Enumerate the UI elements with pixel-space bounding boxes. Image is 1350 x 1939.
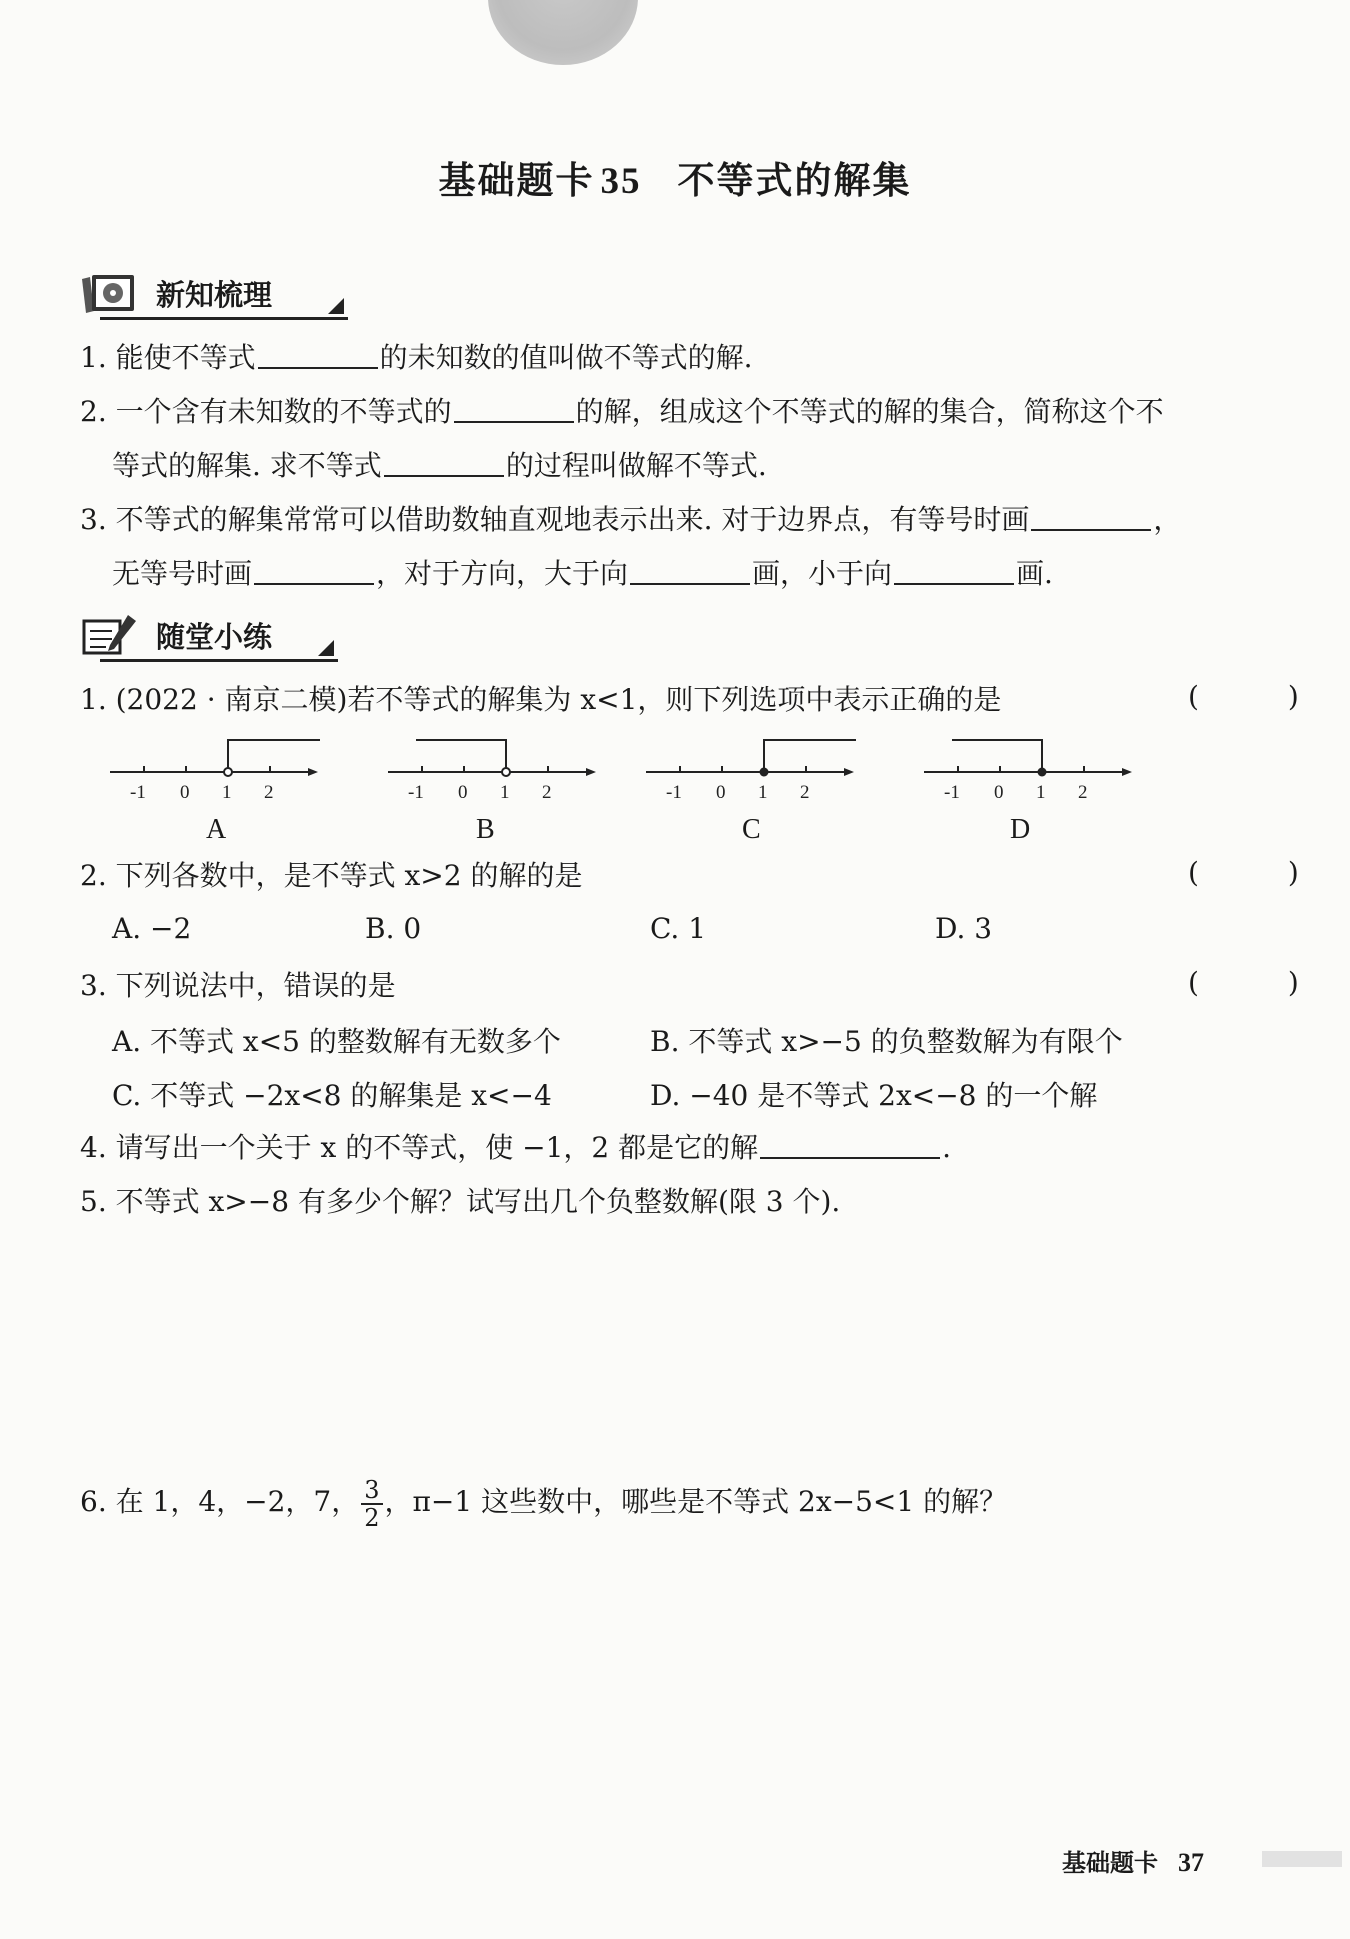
tick-label: 0 <box>994 782 1004 802</box>
knowledge-line-5 <box>112 554 1053 594</box>
knowledge-line-4 <box>80 500 1181 540</box>
number-line-d <box>922 732 1142 802</box>
text: 的解，组成这个不等式的解的集合，简称这个不 <box>575 395 1164 428</box>
section-label-practice: 随堂小练 <box>156 619 273 654</box>
top-decoration <box>488 0 638 65</box>
option-3a[interactable]: A. 不等式 x<5 的整数解有无数多个 <box>112 1025 561 1058</box>
section-triangle <box>318 640 334 656</box>
option-2a[interactable]: A. −2 <box>112 912 192 945</box>
tick-label: 2 <box>542 782 552 802</box>
tick-label: 0 <box>716 782 726 802</box>
fill-blank[interactable] <box>1031 503 1151 531</box>
option-label-d[interactable]: D <box>1010 814 1031 845</box>
section-header-practice <box>80 612 338 658</box>
question-4-text: 4. 请写出一个关于 x 的不等式，使 −1，2 都是它的解 <box>80 1131 759 1164</box>
knowledge-line-3 <box>112 446 767 486</box>
tick-label: 1 <box>758 782 768 802</box>
fill-blank[interactable] <box>384 449 504 477</box>
option-label-a[interactable]: A <box>206 814 227 845</box>
tick-label: 2 <box>1078 782 1088 802</box>
number-line-b <box>386 732 606 802</box>
footer-label: 基础题卡 <box>1062 1849 1158 1877</box>
option-label-b[interactable]: B <box>476 814 495 845</box>
number-line-c <box>644 732 864 802</box>
tick-label: 1 <box>500 782 510 802</box>
option-3c[interactable]: C. 不等式 −2x<8 的解集是 x<−4 <box>112 1079 552 1112</box>
section-header-knowledge <box>80 270 348 316</box>
option-label-c[interactable]: C <box>742 814 761 845</box>
fill-blank[interactable] <box>760 1131 940 1159</box>
text: 3. 不等式的解集常常可以借助数轴直观地表示出来. 对于边界点，有等号时画 <box>80 503 1030 536</box>
tick-label: 1 <box>222 782 232 802</box>
tick-label: -1 <box>944 782 960 802</box>
fill-blank[interactable] <box>630 557 750 585</box>
disc-icon <box>80 271 142 315</box>
title-topic: 不等式的解集 <box>677 158 912 202</box>
tick-label: 0 <box>458 782 468 802</box>
section-label-knowledge: 新知梳理 <box>156 277 273 312</box>
text: 的过程叫做解不等式. <box>505 449 767 482</box>
question-1-text: 1. (2022 · 南京二模)若不等式的解集为 x<1，则下列选项中表示正确的是 <box>80 683 1002 716</box>
question-4 <box>80 1128 951 1168</box>
question-5 <box>80 1182 840 1222</box>
option-2c[interactable]: C. 1 <box>650 912 707 945</box>
option-2d[interactable]: D. 3 <box>935 912 993 945</box>
text: 无等号时画 <box>112 557 253 590</box>
footer-decoration <box>1262 1851 1342 1867</box>
fill-blank[interactable] <box>454 395 574 423</box>
option-3b[interactable]: B. 不等式 x>−5 的负整数解为有限个 <box>650 1025 1123 1058</box>
section-underline <box>100 659 338 662</box>
tick-label: 2 <box>264 782 274 802</box>
option-3d[interactable]: D. −40 是不等式 2x<−8 的一个解 <box>650 1079 1098 1112</box>
fraction-denominator: 2 <box>364 1503 380 1532</box>
question-2 <box>80 856 582 896</box>
section-underline <box>100 317 348 320</box>
knowledge-line-1 <box>80 338 753 378</box>
text: ，对于方向，大于向 <box>376 557 629 590</box>
title-text: 基础题卡 <box>438 158 595 202</box>
question-6-text: 6. 在 1，4，−2，7， <box>80 1485 360 1518</box>
question-6 <box>80 1472 1007 1532</box>
fraction <box>361 1477 382 1531</box>
fill-blank[interactable] <box>894 557 1014 585</box>
option-2b[interactable]: B. 0 <box>365 912 422 945</box>
tick-label: 2 <box>800 782 810 802</box>
text: 1. 能使不等式 <box>80 341 256 374</box>
number-line-a <box>108 732 328 802</box>
answer-paren-q1[interactable]: ( ) <box>1188 680 1339 713</box>
fill-blank[interactable] <box>258 341 378 369</box>
text: . <box>942 1131 952 1164</box>
fill-blank[interactable] <box>254 557 374 585</box>
knowledge-line-2 <box>80 392 1164 432</box>
answer-paren-q3[interactable]: ( ) <box>1188 966 1339 999</box>
tick-label: 1 <box>1036 782 1046 802</box>
title-number: 35 <box>600 161 642 202</box>
tick-label: -1 <box>408 782 424 802</box>
text: 等式的解集. 求不等式 <box>112 449 382 482</box>
section-triangle <box>328 298 344 314</box>
text: 画，小于向 <box>752 557 893 590</box>
tick-label: -1 <box>666 782 682 802</box>
question-3-text: 3. 下列说法中，错误的是 <box>80 969 396 1002</box>
text: 的未知数的值叫做不等式的解. <box>379 341 753 374</box>
page-number: 37 <box>1178 1848 1204 1877</box>
tick-label: -1 <box>130 782 146 802</box>
question-1 <box>80 680 1001 720</box>
page-footer <box>1062 1843 1204 1878</box>
notebook-pencil-icon <box>80 613 142 657</box>
tick-label: 0 <box>180 782 190 802</box>
fraction-numerator: 3 <box>361 1477 382 1505</box>
answer-paren-q2[interactable]: ( ) <box>1188 856 1339 889</box>
text: 2. 一个含有未知数的不等式的 <box>80 395 452 428</box>
question-5-text: 5. 不等式 x>−8 有多少个解？试写出几个负整数解(限 3 个). <box>80 1185 841 1218</box>
question-2-text: 2. 下列各数中，是不等式 x>2 的解的是 <box>80 859 583 892</box>
text: ， <box>1153 503 1182 536</box>
question-6-text-end: ，π−1 这些数中，哪些是不等式 2x−5<1 的解？ <box>384 1485 1008 1518</box>
question-3 <box>80 966 396 1006</box>
page-title <box>0 150 1350 204</box>
text: 画. <box>1016 557 1053 590</box>
